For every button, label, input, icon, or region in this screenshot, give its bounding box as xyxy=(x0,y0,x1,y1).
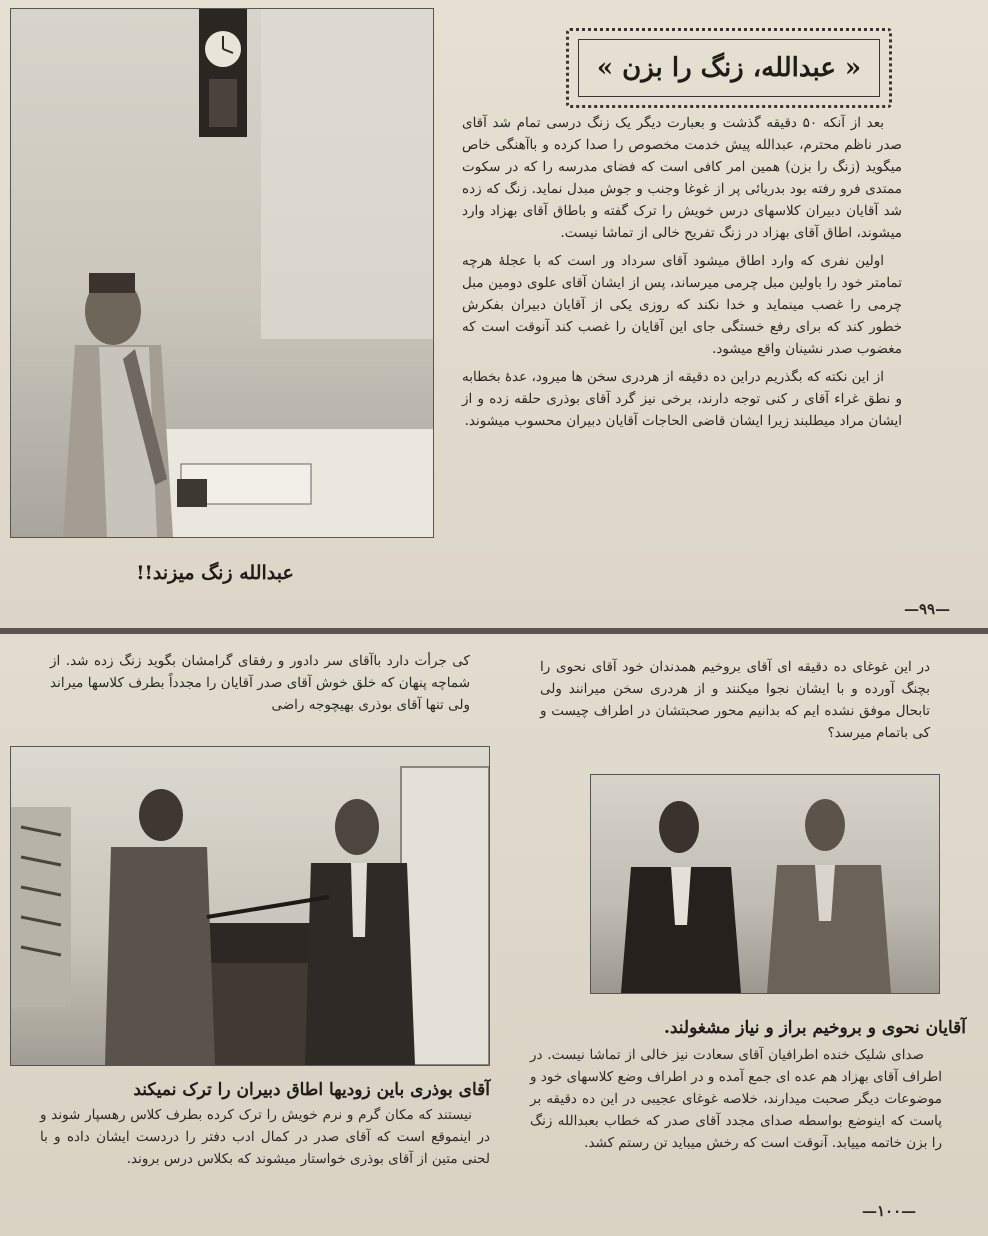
paragraph: نیستند که مکان گرم و نرم خویش را ترک کرده بطرف کلاس رهسپار شوند و در اینموقع است که آقای صدر در کمال ادب دفتر را دردست ایشان داده و با لحنی متین از آقای بوذری خواستار میشوند که بکلاس درس بروند. xyxy=(40,1107,490,1167)
page-number: —۱۰۰— xyxy=(862,1202,917,1220)
key-rack xyxy=(11,807,71,1007)
photo-abdullah-bell xyxy=(10,8,434,538)
paragraph: اولین نفری که وارد اطاق میشود آقای سرداد ور است که با عجلهٔ هرچه تمامتر خود را باولین مبل چرمی میرساند، پس از ایشان آقای علوی دومین مبل چرمی را غصب مینماید و خدا نکند که روزی یکی از آقایان دبیران بفکرش خطور کند که برای رفع خستگی جای این آقایان را غصب کند آنوقت است که مغضوب صدر نشینان واقع میشود. xyxy=(462,253,902,357)
right-body-text xyxy=(530,1044,942,1194)
photo-illustration xyxy=(11,9,433,537)
bottom-page xyxy=(0,634,988,1236)
photo-caption: عبدالله زنگ میزند!! xyxy=(136,562,294,584)
paragraph: از این نکته که بگذریم دراین ده دقیقه از هردری سخن ها میرود، عدهٔ بخطابه و نطق غراء آقای ر کنی توجه دارند، برخی نیز گرد آقای بوذری حلقه زده و از ایشان مراد میطلبند زیرا ایشان قاضی الحاجات آقایان دبیران محسوب میشوند. xyxy=(462,369,902,429)
top-article-body xyxy=(462,112,902,602)
photo-illustration xyxy=(591,775,939,993)
man-right-head xyxy=(335,799,379,855)
man-left-head xyxy=(139,789,183,841)
left-body-text xyxy=(40,1104,490,1214)
right-intro-text: در این غوغای ده دقیقه ای آقای بروخیم همدندان خود آقای نحوی را بچنگ آورده و با ایشان نجوا میکنند و از هردری سخن میرانند ولی تابحال موفق نشده ایم که بدانیم محور صحبتشان در اطراف چیست و کی باتمام میرسد؟ xyxy=(540,659,930,741)
paragraph: بعد از آنکه ۵۰ دقیقه گذشت و بعبارت دیگر یک زنگ درسی تمام شد آقای صدر ناظم محترم، عبدالله پیش خدمت مخصوص را صدا کرده و باآهنگی خاص میگوید (زنگ را بزن) همین امر کافی است که فضای مدرسه را که در سکوت ممتدی فرو رفته بود بدریائی پر از غوغا وجنب و جوش مبدل نماید. زنگ که زده شد آقایان دبیران کلاسهای درس خویش را ترک گفته و باطاق آقای بهزاد وارد میشوند، اطاق آقای بهزاد در زنگ تفریح خالی از تماشا نیست. xyxy=(462,115,902,241)
man-left-body xyxy=(105,847,215,1065)
article-title: « عبدالله، زنگ را بزن » xyxy=(578,39,880,97)
photo-bozari-office xyxy=(10,746,490,1066)
left-photo-caption: آقای بوذری باین زودیها اطاق دبیران را ترک نمیکند xyxy=(133,1080,490,1100)
right-photo-caption: آقایان نحوی و بروخیم براز و نیاز مشغولند. xyxy=(663,1018,966,1038)
page-number: —۹۹— xyxy=(904,600,951,618)
man-left-head xyxy=(659,801,699,853)
man-right-head xyxy=(805,799,845,851)
door xyxy=(401,767,489,1065)
photo-nahvi-brokhim xyxy=(590,774,940,994)
photo-illustration xyxy=(11,747,489,1065)
article-title-frame xyxy=(566,28,892,108)
paragraph: صدای شلیک خنده اطرافیان آقای سعادت نیز خالی از تماشا نیست. در اطراف آقای بهزاد هم عده ای جمع آمده و در اطراف وضع کلاسهای خود و موضوعات دیگر صحبت میدارند، خلاصه غوغای عجیبی در این ده دقیقه بر پاست که اینوضع بواسطه صدای مجدد آقای صدر که خطاب بعبدالله زنگ را بزن خاتمه مییابد. آنوقت است که رخش میباید تن رستم کشد. xyxy=(530,1047,942,1151)
left-intro-text: کی جرأت دارد باآقای سر دادور و رفقای گرامشان بگوید زنگ زده شد. از شماچه پنهان که خلق خوش آقای صدر آقایان را مجدداً بطرف کلاسها میراند ولی تنها آقای بوذری بهیچوجه راضی xyxy=(50,653,470,713)
